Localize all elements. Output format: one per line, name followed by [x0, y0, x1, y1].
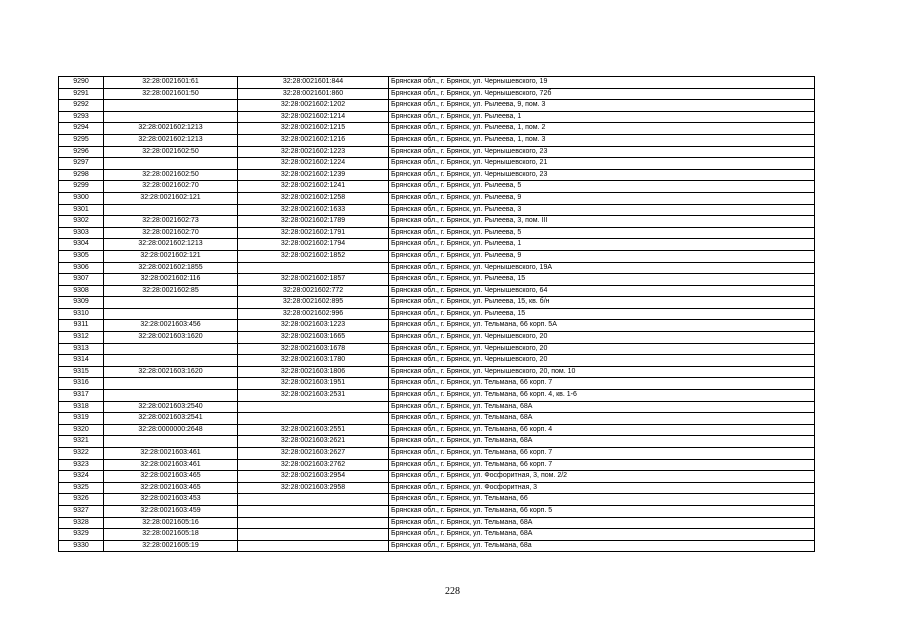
- table-row: [59, 471, 815, 483]
- table-row: [59, 134, 815, 146]
- object-cadastral-number-cell: 32:28:0021602:1224: [238, 158, 389, 170]
- address-cell: Брянская обл., г. Брянск, ул. Тельмана, 66 корп. 7: [389, 459, 815, 471]
- cadastral-number-cell: [104, 158, 238, 170]
- row-number-cell: 9290: [59, 77, 104, 89]
- table-row: [59, 146, 815, 158]
- table-row: [59, 88, 815, 100]
- object-cadastral-number-cell: [238, 505, 389, 517]
- table-row: [59, 390, 815, 402]
- cadastral-number-cell: [104, 308, 238, 320]
- row-number-cell: 9298: [59, 169, 104, 181]
- cadastral-number-cell: 32:28:0021603:465: [104, 471, 238, 483]
- table-row: [59, 378, 815, 390]
- table-row: [59, 227, 815, 239]
- row-number-cell: 9330: [59, 540, 104, 552]
- object-cadastral-number-cell: [238, 529, 389, 541]
- object-cadastral-number-cell: 32:28:0021603:2958: [238, 482, 389, 494]
- address-cell: Брянская обл., г. Брянск, ул. Тельмана, 68А: [389, 413, 815, 425]
- cadastral-number-cell: 32:28:0021605:18: [104, 529, 238, 541]
- object-cadastral-number-cell: 32:28:0021602:1794: [238, 239, 389, 251]
- cadastral-number-cell: 32:28:0021603:2541: [104, 413, 238, 425]
- object-cadastral-number-cell: 32:28:0021603:1665: [238, 332, 389, 344]
- object-cadastral-number-cell: 32:28:0021602:1241: [238, 181, 389, 193]
- cadastral-number-cell: 32:28:0021602:70: [104, 181, 238, 193]
- cadastral-number-cell: [104, 390, 238, 402]
- cadastral-number-cell: 32:28:0000000:2648: [104, 424, 238, 436]
- row-number-cell: 9299: [59, 181, 104, 193]
- table-row: [59, 366, 815, 378]
- table-row: [59, 297, 815, 309]
- address-cell: Брянская обл., г. Брянск, ул. Чернышевского, 72б: [389, 88, 815, 100]
- cadastral-number-cell: 32:28:0021603:459: [104, 505, 238, 517]
- row-number-cell: 9309: [59, 297, 104, 309]
- row-number-cell: 9326: [59, 494, 104, 506]
- table-row: [59, 169, 815, 181]
- object-cadastral-number-cell: 32:28:0021603:2954: [238, 471, 389, 483]
- object-cadastral-number-cell: 32:28:0021603:2762: [238, 459, 389, 471]
- table-row: [59, 529, 815, 541]
- address-cell: Брянская обл., г. Брянск, ул. Тельмана, 66: [389, 494, 815, 506]
- address-cell: Брянская обл., г. Брянск, ул. Тельмана, 66 корп. 7: [389, 448, 815, 460]
- row-number-cell: 9301: [59, 204, 104, 216]
- row-number-cell: 9319: [59, 413, 104, 425]
- row-number-cell: 9306: [59, 262, 104, 274]
- cadastral-number-cell: 32:28:0021605:16: [104, 517, 238, 529]
- cadastral-number-cell: 32:28:0021601:50: [104, 88, 238, 100]
- address-cell: Брянская обл., г. Брянск, ул. Чернышевского, 20: [389, 332, 815, 344]
- address-cell: Брянская обл., г. Брянск, ул. Рылеева, 15: [389, 274, 815, 286]
- cadastral-number-cell: 32:28:0021602:73: [104, 216, 238, 228]
- table-row: [59, 413, 815, 425]
- row-number-cell: 9303: [59, 227, 104, 239]
- cadastral-number-cell: 32:28:0021603:1620: [104, 366, 238, 378]
- object-cadastral-number-cell: [238, 540, 389, 552]
- address-cell: Брянская обл., г. Брянск, ул. Чернышевского, 23: [389, 146, 815, 158]
- object-cadastral-number-cell: 32:28:0021602:1633: [238, 204, 389, 216]
- object-cadastral-number-cell: 32:28:0021602:1202: [238, 100, 389, 112]
- table-row: [59, 424, 815, 436]
- cadastral-number-cell: 32:28:0021605:19: [104, 540, 238, 552]
- address-cell: Брянская обл., г. Брянск, ул. Чернышевского, 21: [389, 158, 815, 170]
- table-row: [59, 343, 815, 355]
- row-number-cell: 9316: [59, 378, 104, 390]
- row-number-cell: 9314: [59, 355, 104, 367]
- address-cell: Брянская обл., г. Брянск, ул. Чернышевского, 64: [389, 285, 815, 297]
- table-row: [59, 320, 815, 332]
- cadastral-number-cell: 32:28:0021602:50: [104, 146, 238, 158]
- row-number-cell: 9329: [59, 529, 104, 541]
- row-number-cell: 9324: [59, 471, 104, 483]
- address-cell: Брянская обл., г. Брянск, ул. Тельмана, 68А: [389, 436, 815, 448]
- row-number-cell: 9325: [59, 482, 104, 494]
- row-number-cell: 9312: [59, 332, 104, 344]
- table-row: [59, 540, 815, 552]
- row-number-cell: 9323: [59, 459, 104, 471]
- address-cell: Брянская обл., г. Брянск, ул. Тельмана, 66 корп. 7: [389, 378, 815, 390]
- object-cadastral-number-cell: 32:28:0021602:996: [238, 308, 389, 320]
- cadastral-number-cell: 32:28:0021603:456: [104, 320, 238, 332]
- cadastral-number-cell: 32:28:0021602:85: [104, 285, 238, 297]
- address-cell: Брянская обл., г. Брянск, ул. Рылеева, 3: [389, 204, 815, 216]
- address-cell: Брянская обл., г. Брянск, ул. Тельмана, 66 корп. 5А: [389, 320, 815, 332]
- table-row: [59, 158, 815, 170]
- table-row: [59, 494, 815, 506]
- table-row: [59, 216, 815, 228]
- address-cell: Брянская обл., г. Брянск, ул. Рылеева, 15: [389, 308, 815, 320]
- cadastral-number-cell: 32:28:0021602:1213: [104, 134, 238, 146]
- table-row: [59, 332, 815, 344]
- cadastral-number-cell: [104, 297, 238, 309]
- row-number-cell: 9327: [59, 505, 104, 517]
- cadastral-number-cell: 32:28:0021602:1855: [104, 262, 238, 274]
- table-row: [59, 111, 815, 123]
- row-number-cell: 9300: [59, 192, 104, 204]
- row-number-cell: 9321: [59, 436, 104, 448]
- cadastral-number-cell: [104, 204, 238, 216]
- object-cadastral-number-cell: 32:28:0021602:1852: [238, 250, 389, 262]
- row-number-cell: 9305: [59, 250, 104, 262]
- object-cadastral-number-cell: [238, 494, 389, 506]
- row-number-cell: 9307: [59, 274, 104, 286]
- table-row: [59, 355, 815, 367]
- address-cell: Брянская обл., г. Брянск, ул. Рылеева, 1, пом. 2: [389, 123, 815, 135]
- object-cadastral-number-cell: 32:28:0021602:772: [238, 285, 389, 297]
- object-cadastral-number-cell: 32:28:0021602:1239: [238, 169, 389, 181]
- object-cadastral-number-cell: 32:28:0021603:1223: [238, 320, 389, 332]
- table-row: [59, 448, 815, 460]
- table-row: [59, 181, 815, 193]
- address-cell: Брянская обл., г. Брянск, ул. Фосфоритная, 3, пом. 2/2: [389, 471, 815, 483]
- address-cell: Брянская обл., г. Брянск, ул. Рылеева, 9: [389, 192, 815, 204]
- object-cadastral-number-cell: 32:28:0021602:1216: [238, 134, 389, 146]
- cadastral-number-cell: 32:28:0021602:1213: [104, 123, 238, 135]
- address-cell: Брянская обл., г. Брянск, ул. Чернышевского, 19: [389, 77, 815, 89]
- object-cadastral-number-cell: 32:28:0021601:860: [238, 88, 389, 100]
- page-number: 228: [445, 586, 460, 597]
- cadastral-number-cell: 32:28:0021601:61: [104, 77, 238, 89]
- row-number-cell: 9297: [59, 158, 104, 170]
- address-cell: Брянская обл., г. Брянск, ул. Рылеева, 9, пом. 3: [389, 100, 815, 112]
- cadastral-number-cell: 32:28:0021603:1620: [104, 332, 238, 344]
- object-cadastral-number-cell: 32:28:0021603:2551: [238, 424, 389, 436]
- table-body: [59, 77, 815, 552]
- row-number-cell: 9315: [59, 366, 104, 378]
- object-cadastral-number-cell: [238, 517, 389, 529]
- cadastral-number-cell: [104, 111, 238, 123]
- object-cadastral-number-cell: 32:28:0021601:844: [238, 77, 389, 89]
- object-cadastral-number-cell: 32:28:0021602:1223: [238, 146, 389, 158]
- row-number-cell: 9293: [59, 111, 104, 123]
- table-row: [59, 285, 815, 297]
- object-cadastral-number-cell: 32:28:0021602:1857: [238, 274, 389, 286]
- cadastral-number-cell: 32:28:0021602:50: [104, 169, 238, 181]
- cadastral-number-cell: 32:28:0021603:461: [104, 448, 238, 460]
- table-row: [59, 505, 815, 517]
- cadastral-number-cell: 32:28:0021603:461: [104, 459, 238, 471]
- object-cadastral-number-cell: 32:28:0021602:895: [238, 297, 389, 309]
- object-cadastral-number-cell: 32:28:0021603:1678: [238, 343, 389, 355]
- object-cadastral-number-cell: 32:28:0021602:1789: [238, 216, 389, 228]
- cadastral-number-cell: 32:28:0021602:116: [104, 274, 238, 286]
- cadastral-number-cell: [104, 100, 238, 112]
- address-cell: Брянская обл., г. Брянск, ул. Рылеева, 1: [389, 111, 815, 123]
- object-cadastral-number-cell: 32:28:0021602:1258: [238, 192, 389, 204]
- object-cadastral-number-cell: 32:28:0021603:2621: [238, 436, 389, 448]
- address-cell: Брянская обл., г. Брянск, ул. Чернышевского, 23: [389, 169, 815, 181]
- object-cadastral-number-cell: 32:28:0021603:2531: [238, 390, 389, 402]
- table-row: [59, 274, 815, 286]
- address-cell: Брянская обл., г. Брянск, ул. Тельмана, 66 корп. 5: [389, 505, 815, 517]
- object-cadastral-number-cell: 32:28:0021603:1780: [238, 355, 389, 367]
- object-cadastral-number-cell: 32:28:0021603:2627: [238, 448, 389, 460]
- cadastral-number-cell: [104, 378, 238, 390]
- registry-table: [58, 76, 815, 552]
- object-cadastral-number-cell: 32:28:0021602:1215: [238, 123, 389, 135]
- cadastral-number-cell: 32:28:0021602:70: [104, 227, 238, 239]
- address-cell: Брянская обл., г. Брянск, ул. Чернышевского, 20, пом. 10: [389, 366, 815, 378]
- address-cell: Брянская обл., г. Брянск, ул. Чернышевского, 20: [389, 343, 815, 355]
- row-number-cell: 9318: [59, 401, 104, 413]
- cadastral-number-cell: [104, 343, 238, 355]
- row-number-cell: 9292: [59, 100, 104, 112]
- table-row: [59, 401, 815, 413]
- object-cadastral-number-cell: [238, 413, 389, 425]
- cadastral-number-cell: 32:28:0021602:121: [104, 250, 238, 262]
- row-number-cell: 9304: [59, 239, 104, 251]
- address-cell: Брянская обл., г. Брянск, ул. Тельмана, 68А: [389, 517, 815, 529]
- row-number-cell: 9317: [59, 390, 104, 402]
- object-cadastral-number-cell: 32:28:0021602:1214: [238, 111, 389, 123]
- cadastral-number-cell: [104, 436, 238, 448]
- address-cell: Брянская обл., г. Брянск, ул. Тельмана, 68а: [389, 540, 815, 552]
- object-cadastral-number-cell: 32:28:0021603:1806: [238, 366, 389, 378]
- row-number-cell: 9313: [59, 343, 104, 355]
- table-row: [59, 308, 815, 320]
- cadastral-number-cell: 32:28:0021602:121: [104, 192, 238, 204]
- address-cell: Брянская обл., г. Брянск, ул. Рылеева, 1, пом. 3: [389, 134, 815, 146]
- cadastral-number-cell: 32:28:0021603:453: [104, 494, 238, 506]
- address-cell: Брянская обл., г. Брянск, ул. Рылеева, 5: [389, 227, 815, 239]
- cadastral-number-cell: 32:28:0021603:465: [104, 482, 238, 494]
- table-row: [59, 250, 815, 262]
- address-cell: Брянская обл., г. Брянск, ул. Тельмана, 66 корп. 4, кв. 1-6: [389, 390, 815, 402]
- object-cadastral-number-cell: 32:28:0021602:1791: [238, 227, 389, 239]
- table-row: [59, 192, 815, 204]
- address-cell: Брянская обл., г. Брянск, ул. Чернышевского, 19А: [389, 262, 815, 274]
- address-cell: Брянская обл., г. Брянск, ул. Рылеева, 1: [389, 239, 815, 251]
- cadastral-number-cell: [104, 355, 238, 367]
- row-number-cell: 9328: [59, 517, 104, 529]
- table-row: [59, 100, 815, 112]
- row-number-cell: 9296: [59, 146, 104, 158]
- row-number-cell: 9311: [59, 320, 104, 332]
- address-cell: Брянская обл., г. Брянск, ул. Рылеева, 5: [389, 181, 815, 193]
- object-cadastral-number-cell: [238, 401, 389, 413]
- address-cell: Брянская обл., г. Брянск, ул. Рылеева, 9: [389, 250, 815, 262]
- row-number-cell: 9310: [59, 308, 104, 320]
- row-number-cell: 9294: [59, 123, 104, 135]
- table-row: [59, 482, 815, 494]
- cadastral-number-cell: 32:28:0021602:1213: [104, 239, 238, 251]
- table-row: [59, 262, 815, 274]
- address-cell: Брянская обл., г. Брянск, ул. Рылеева, 15, кв. б/н: [389, 297, 815, 309]
- table-row: [59, 77, 815, 89]
- table-row: [59, 204, 815, 216]
- table-row: [59, 123, 815, 135]
- row-number-cell: 9302: [59, 216, 104, 228]
- row-number-cell: 9308: [59, 285, 104, 297]
- row-number-cell: 9295: [59, 134, 104, 146]
- address-cell: Брянская обл., г. Брянск, ул. Рылеева, 3, пом. III: [389, 216, 815, 228]
- object-cadastral-number-cell: 32:28:0021603:1951: [238, 378, 389, 390]
- address-cell: Брянская обл., г. Брянск, ул. Тельмана, 68А: [389, 401, 815, 413]
- row-number-cell: 9322: [59, 448, 104, 460]
- object-cadastral-number-cell: [238, 262, 389, 274]
- table-row: [59, 517, 815, 529]
- table-row: [59, 459, 815, 471]
- address-cell: Брянская обл., г. Брянск, ул. Тельмана, 66 корп. 4: [389, 424, 815, 436]
- row-number-cell: 9291: [59, 88, 104, 100]
- table-row: [59, 436, 815, 448]
- address-cell: Брянская обл., г. Брянск, ул. Фосфоритная, 3: [389, 482, 815, 494]
- row-number-cell: 9320: [59, 424, 104, 436]
- address-cell: Брянская обл., г. Брянск, ул. Чернышевского, 20: [389, 355, 815, 367]
- table-row: [59, 239, 815, 251]
- address-cell: Брянская обл., г. Брянск, ул. Тельмана, 68А: [389, 529, 815, 541]
- cadastral-number-cell: 32:28:0021603:2540: [104, 401, 238, 413]
